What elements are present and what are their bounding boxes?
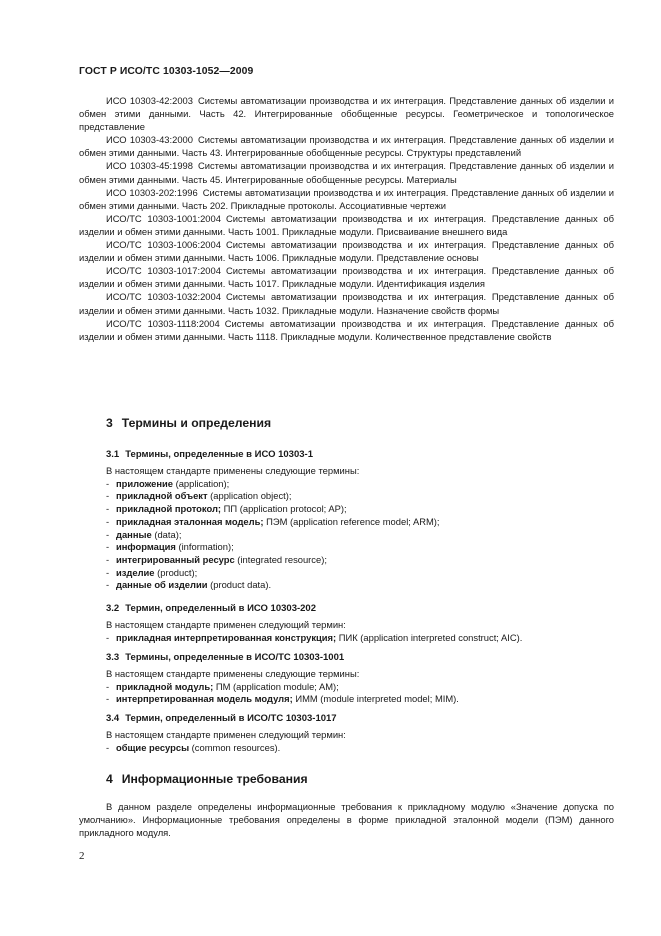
subsection-3-3 <box>106 651 614 706</box>
section-3-heading: 3 Термины и определения <box>106 416 272 430</box>
term-item: - прикладной объект (application object); <box>106 490 292 502</box>
reference-item: ИСО/ТС 10303-1006:2004 Системы автоматизации производства и их интеграция. Представление данных об изделии и обмен этими данными. Часть 1006. Прикладные модули. Представление основы <box>79 239 614 264</box>
subsection-intro: В настоящем стандарте применены следующие термины: <box>106 668 360 679</box>
term-item: - прикладная эталонная модель; ПЭМ (application reference model; ARM); <box>106 515 440 527</box>
reference-item: ИСО/ТС 10303-1032:2004 Системы автоматизации производства и их интеграция. Представление данных об изделии и обмен этими данными. Часть 1032. Прикладные модули. Назначение свойств формы <box>79 291 614 316</box>
reference-item: ИСО 10303-45:1998 Системы автоматизации производства и их интеграция. Представление данных об изделии и обмен этими данными. Часть 45. Интегрированные обобщенные ресурсы. Материалы <box>79 160 614 185</box>
normative-references <box>79 94 614 343</box>
subsection-title: 3.1 Термины, определенные в ИСО 10303-1 <box>106 449 313 460</box>
subsection-intro: В настоящем стандарте применены следующие термины: <box>106 465 360 476</box>
term-item: - данные (data); <box>106 528 182 540</box>
term-item: - интерпретированная модель модуля; ИММ (module interpreted model; MIM). <box>106 693 459 705</box>
reference-item: ИСО/ТС 10303-1118:2004 Системы автоматизации производства и их интеграция. Представление данных об изделии и обмен этими данными. Часть 1118. Прикладные модули. Количественное представление свойств <box>79 317 614 342</box>
subsection-intro: В настоящем стандарте применен следующий термин: <box>106 729 346 740</box>
subsection-3-4 <box>106 712 614 754</box>
subsection-3-1 <box>106 448 614 592</box>
subsection-title: 3.2 Термин, определенный в ИСО 10303-202 <box>106 603 316 614</box>
reference-item: ИСО 10303-43:2000 Системы автоматизации производства и их интеграция. Представление данных об изделии и обмен этими данными. Часть 43. Интегрированные обобщенные ресурсы. Структуры представлений <box>79 134 614 159</box>
term-item: - прикладной модуль; ПМ (application module; AM); <box>106 680 339 692</box>
term-item: - прикладная интерпретированная конструкция; ПИК (application interpreted construct; AIC). <box>106 631 523 643</box>
term-item: - прикладной протокол; ПП (application protocol; AP); <box>106 503 347 515</box>
subsection-title: 3.4 Термин, определенный в ИСО/ТС 10303-1017 <box>106 713 337 724</box>
term-item: - приложение (application); <box>106 477 230 489</box>
subsection-intro: В настоящем стандарте применен следующий термин: <box>106 619 346 630</box>
term-item: - интегрированный ресурс (integrated resource); <box>106 553 327 565</box>
term-item: - общие ресурсы (common resources). <box>106 741 281 753</box>
subsection-3-2 <box>106 602 614 644</box>
document-header: ГОСТ Р ИСО/ТС 10303-1052—2009 <box>79 66 254 77</box>
reference-item: ИСО 10303-202:1996 Системы автоматизации производства и их интеграция. Представление данных об изделии и обмен этими данными. Часть 202. Прикладные протоколы. Ассоциативные чертежи <box>79 186 614 211</box>
term-item: - информация (information); <box>106 541 234 553</box>
term-item: - данные об изделии (product data). <box>106 579 272 591</box>
page-number: 2 <box>79 850 85 862</box>
section-4-text: В данном разделе определены информационные требования к прикладному модулю «Значение допуска по умолчанию». Информационные требования определены в форме прикладной эталонной модели (ПЭМ) данного прикладного модуля. <box>79 801 614 839</box>
subsection-title: 3.3 Термины, определенные в ИСО/ТС 10303-1001 <box>106 652 345 663</box>
reference-item: ИСО 10303-42:2003 Системы автоматизации производства и их интеграция. Представление данных об изделии и обмен этими данными. Часть 42. Интегрированные обобщенные ресурсы. Геометрическое и топологическое представление <box>79 95 614 133</box>
section-4-heading: 4 Информационные требования <box>106 772 308 786</box>
term-item: - изделие (product); <box>106 566 198 578</box>
reference-item: ИСО/ТС 10303-1001:2004 Системы автоматизации производства и их интеграция. Представление данных об изделии и обмен этими данными. Часть 1001. Прикладные модули. Присваивание внешнего вида <box>79 212 614 237</box>
reference-item: ИСО/ТС 10303-1017:2004 Системы автоматизации производства и их интеграция. Представление данных об изделии и обмен этими данными. Часть 1017. Прикладные модули. Идентификация изделия <box>79 265 614 290</box>
